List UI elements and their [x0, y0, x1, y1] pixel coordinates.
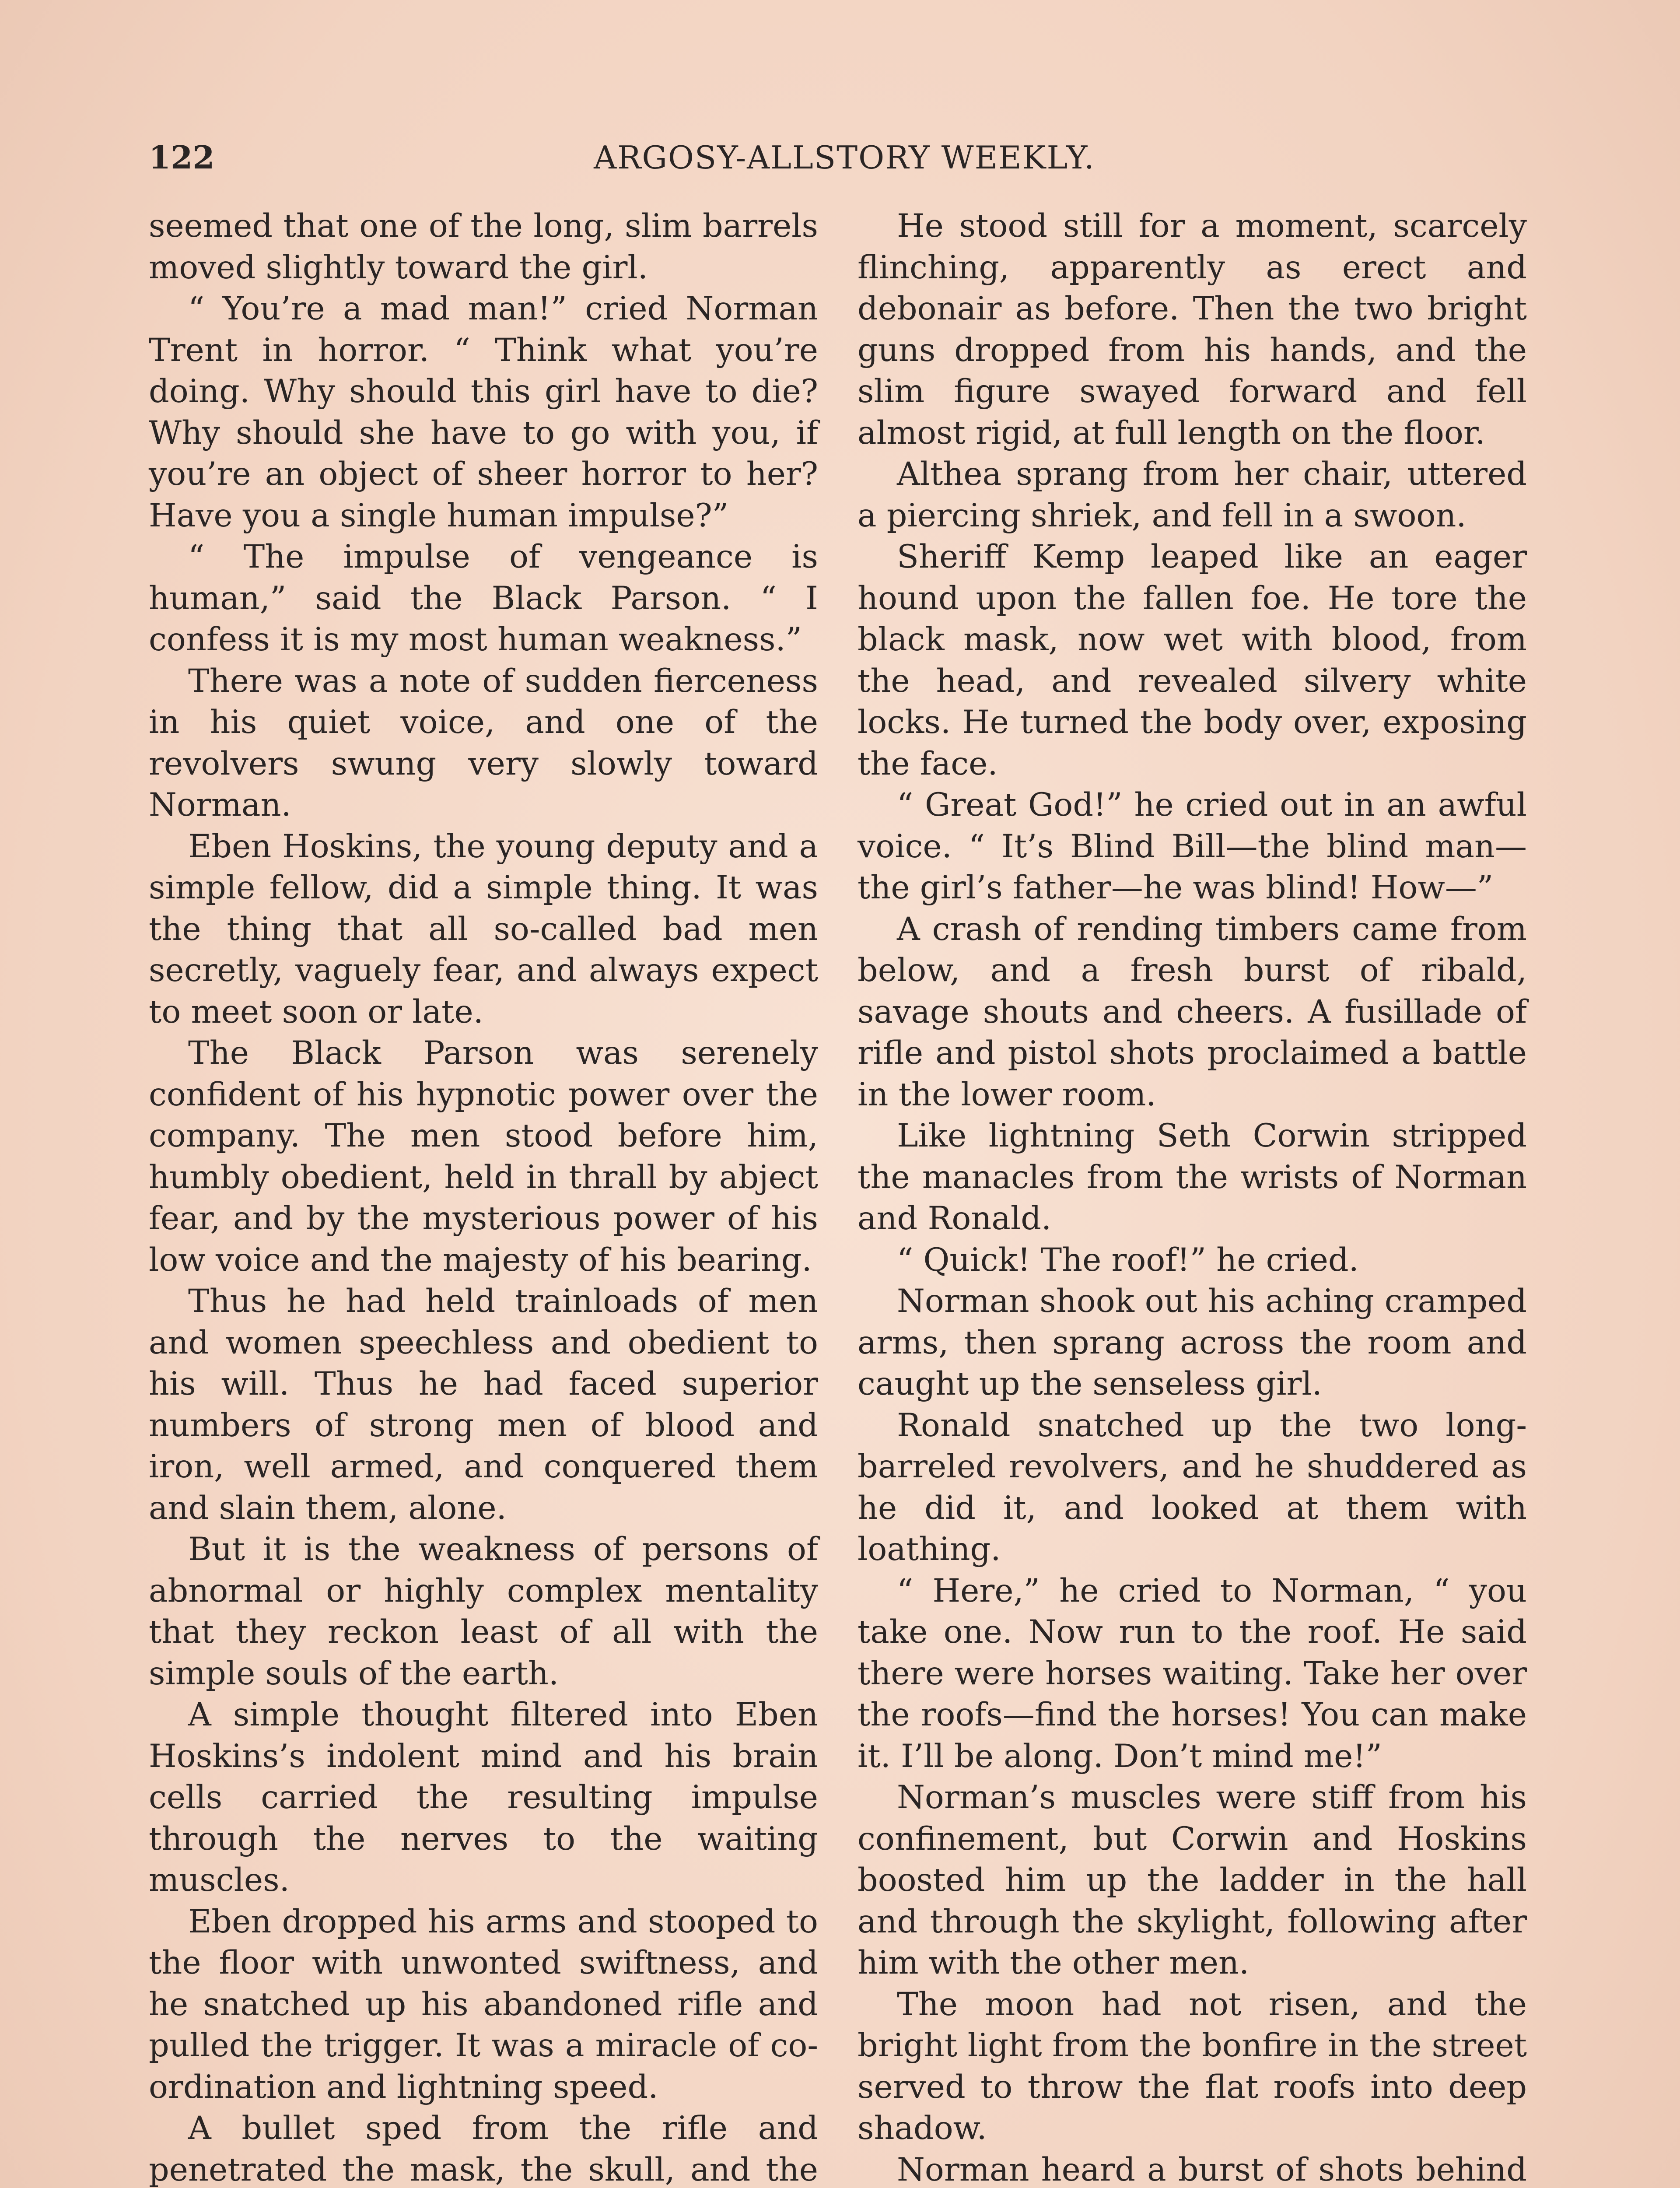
paragraph: But it is the weakness of persons of abnormal or highly complex mentality that they reckon least of all with the simple souls of the earth. — [149, 1531, 818, 1692]
paragraph: Sheriff Kemp leaped like an eager hound upon the fallen foe. He tore the black mask, now wet with blood, from the head, and revealed silvery white locks. He turned the body over, exposing the face. — [858, 538, 1527, 782]
paragraph: Norman shook out his aching cramped arms, then sprang across the room and caught up the senseless girl. — [858, 1283, 1527, 1403]
paragraph: Ronald snatched up the two long-barreled revolvers, and he shuddered as he did it, and looked at them with loathing. — [858, 1406, 1527, 1568]
magazine-title: ARGOSY-ALLSTORY WEEKLY. — [594, 139, 1095, 176]
paragraph: seemed that one of the long, slim barrels moved slightly toward the girl. — [149, 207, 818, 286]
paragraph: There was a note of sudden fierceness in his quiet voice, and one of the revolvers swung very slowly toward Norman. — [149, 662, 818, 824]
paragraph: Norman’s muscles were stiff from his confinement, but Corwin and Hoskins boosted him up the ladder in the hall and through the skylight, following after him with the other men. — [858, 1779, 1527, 1981]
paragraph: The moon had not risen, and the bright light from the bonfire in the street served to throw the flat roofs into deep shadow. — [858, 1985, 1527, 2147]
paragraph: “ Great God!” he cried out in an awful voice. “ It’s Blind Bill—the blind man—the girl’s father—he was blind! How—” — [858, 786, 1527, 906]
paragraph: He stood still for a moment, scarcely flinching, apparently as erect and debonair as before. Then the two bright guns dropped from his hands, and the slim figure swayed forward and fell almost rigid, at full length on the floor. — [858, 207, 1527, 452]
paragraph: Thus he had held trainloads of men and women speechless and obedient to his will. Thus he had faced superior numbers of strong men of blood and iron, well armed, and conquered them and slain them, alone. — [149, 1283, 818, 1527]
paragraph: “ Here,” he cried to Norman, “ you take one. Now run to the roof. He said there were horses waiting. Take her over the roofs—find the horses! You can make it. I’ll be along. Don’t mind me!” — [858, 1572, 1527, 1775]
page-number: 122 — [149, 139, 215, 176]
left-column — [149, 206, 818, 2188]
right-column — [858, 206, 1527, 2188]
paragraph: Eben dropped his arms and stooped to the floor with unwonted swiftness, and he snatched up his abandoned rifle and pulled the trigger. It was a miracle of co-ordination and lightning speed. — [149, 1903, 818, 2106]
paragraph: “ The impulse of vengeance is human,” said the Black Parson. “ I confess it is my most human weakness.” — [149, 538, 818, 658]
paragraph: “ You’re a mad man!” cried Norman Trent in horror. “ Think what you’re doing. Why should this girl have to die? Why should she have to go with you, if you’re an object of sheer horror to her? Have you a single human impulse?” — [149, 290, 818, 534]
paragraph: A bullet sped from the rifle and penetrated the mask, the skull, and the — [149, 2110, 818, 2188]
paragraph: Norman heard a burst of shots behind — [897, 2151, 1527, 2188]
running-head — [149, 131, 1540, 184]
paragraph: A crash of rending timbers came from below, and a fresh burst of ribald, savage shouts and cheers. A fusillade of rifle and pistol shots proclaimed a battle in the lower room. — [858, 910, 1527, 1113]
paragraph: Like lightning Seth Corwin stripped the manacles from the wrists of Norman and Ronald. — [858, 1117, 1527, 1237]
paragraph: Eben Hoskins, the young deputy and a simple fellow, did a simple thing. It was the thing that all so-called bad men secretly, vaguely fear, and always expect to meet soon or late. — [149, 828, 818, 1031]
paragraph: A simple thought filtered into Eben Hoskins’s indolent mind and his brain cells carried the resulting impulse through the nerves to the waiting muscles. — [149, 1696, 818, 1899]
paragraph: “ Quick! The roof!” he cried. — [897, 1241, 1359, 1279]
paragraph: Althea sprang from her chair, uttered a piercing shriek, and fell in a swoon. — [858, 456, 1527, 534]
paragraph: The Black Parson was serenely confident of his hypnotic power over the company. The men stood before him, humbly obedient, held in thrall by abject fear, and by the mysterious power of his low voice and the majesty of his bearing. — [149, 1034, 818, 1279]
